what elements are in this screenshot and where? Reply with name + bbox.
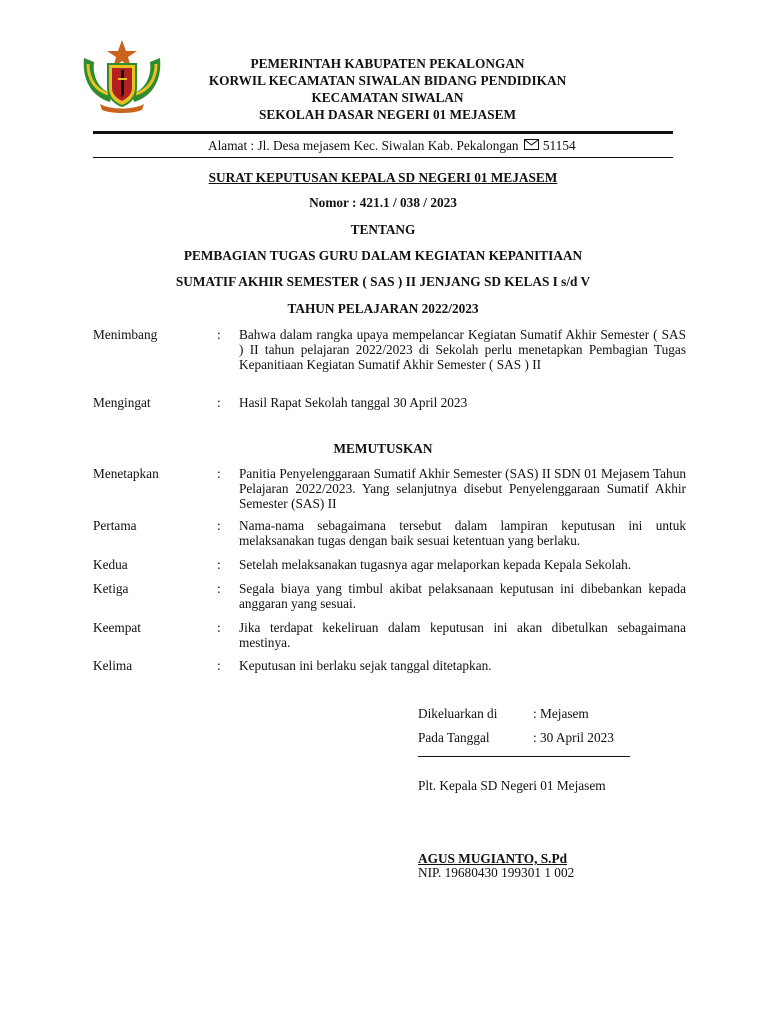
subject-line-1: PEMBAGIAN TUGAS GURU DALAM KEGIATAN KEPANITIAAN [183, 248, 583, 263]
menimbang-colon: : [217, 327, 221, 342]
issued-date-value: : 30 April 2023 [533, 730, 614, 745]
menetapkan-colon: : [217, 466, 221, 481]
ketiga-label: Ketiga [93, 581, 129, 596]
mengingat-label: Mengingat [93, 395, 151, 410]
ketiga-text: Segala biaya yang timbul akibat pelaksanaan keputusan ini dibebankan kepada anggaran yang sesuai. [239, 581, 686, 611]
issued-place-label: Dikeluarkan di [418, 706, 498, 721]
envelope-icon [524, 139, 539, 150]
kedua-text: Setelah melaksanakan tugasnya agar melaporkan kepada Kepala Sekolah. [239, 557, 632, 572]
postal-code: 51154 [542, 138, 576, 153]
memutuskan-heading: MEMUTUSKAN [333, 441, 433, 456]
mengingat-text: Hasil Rapat Sekolah tanggal 30 April 2023 [239, 395, 468, 410]
address-line [208, 137, 576, 154]
subject-line-3: TAHUN PELAJARAN 2022/2023 [287, 301, 479, 316]
ketiga-colon: : [217, 581, 221, 596]
issued-place-value: : Mejasem [533, 706, 589, 721]
issued-date-label: Pada Tanggal [418, 730, 490, 745]
menimbang-text: Bahwa dalam rangka upaya mempelancar Kegiatan Sumatif Akhir Semester ( SAS ) II tahun pelajaran 2022/2023 di Sekolah perlu menetapkan Pembagian Tugas Kepanitiaan Kegiatan Sumatif Akhir Semester ( SAS ) II [239, 327, 686, 372]
address-text: Alamat : Jl. Desa mejasem Kec. Siwalan Kab. Pekalongan [208, 138, 519, 153]
pertama-colon: : [217, 518, 221, 533]
subject-line-2: SUMATIF AKHIR SEMESTER ( SAS ) II JENJANG SD KELAS I s/d V [175, 274, 591, 289]
signature-divider [418, 756, 630, 757]
kelima-label: Kelima [93, 658, 133, 673]
header-rule-thick [93, 131, 673, 134]
signatory-name: AGUS MUGIANTO, S.Pd [418, 851, 567, 866]
keempat-colon: : [217, 620, 221, 635]
keempat-label: Keempat [93, 620, 141, 635]
keempat-text: Jika terdapat kekeliruan dalam keputusan ini akan dibetulkan sebagaimana mestinya. [239, 620, 686, 650]
kedua-colon: : [217, 557, 221, 572]
kop-line-4: SEKOLAH DASAR NEGERI 01 MEJASEM [258, 107, 517, 122]
header-rule-thin [93, 157, 673, 158]
kop-line-3: KECAMATAN SIWALAN [311, 90, 464, 105]
regency-emblem-logo [80, 38, 164, 114]
kop-line-1: PEMERINTAH KABUPATEN PEKALONGAN [250, 56, 525, 71]
document-number: Nomor : 421.1 / 038 / 2023 [309, 195, 457, 210]
menetapkan-label: Menetapkan [93, 466, 159, 481]
menimbang-label: Menimbang [93, 327, 158, 342]
signatory-position: Plt. Kepala SD Negeri 01 Mejasem [418, 778, 606, 793]
mengingat-colon: : [217, 395, 221, 410]
document-title: SURAT KEPUTUSAN KEPALA SD NEGERI 01 MEJASEM [208, 170, 558, 185]
menetapkan-text: Panitia Penyelenggaraan Sumatif Akhir Semester (SAS) II SDN 01 Mejasem Tahun Pelajaran 2022/2023. Yang selanjutnya disebut Penyelenggaraan Sumatif Akhir Semester (SAS) II [239, 466, 686, 511]
kedua-label: Kedua [93, 557, 128, 572]
kelima-text: Keputusan ini berlaku sejak tanggal ditetapkan. [239, 658, 492, 673]
signatory-nip: NIP. 19680430 199301 1 002 [418, 865, 575, 880]
pertama-text: Nama-nama sebagaimana tersebut dalam lampiran keputusan ini untuk melaksanakan tugas dengan baik sesuai ketentuan yang berlaku. [239, 518, 686, 548]
tentang-heading: TENTANG [350, 222, 416, 237]
kelima-colon: : [217, 658, 221, 673]
pertama-label: Pertama [93, 518, 137, 533]
kop-line-2: KORWIL KECAMATAN SIWALAN BIDANG PENDIDIKAN [208, 73, 567, 88]
